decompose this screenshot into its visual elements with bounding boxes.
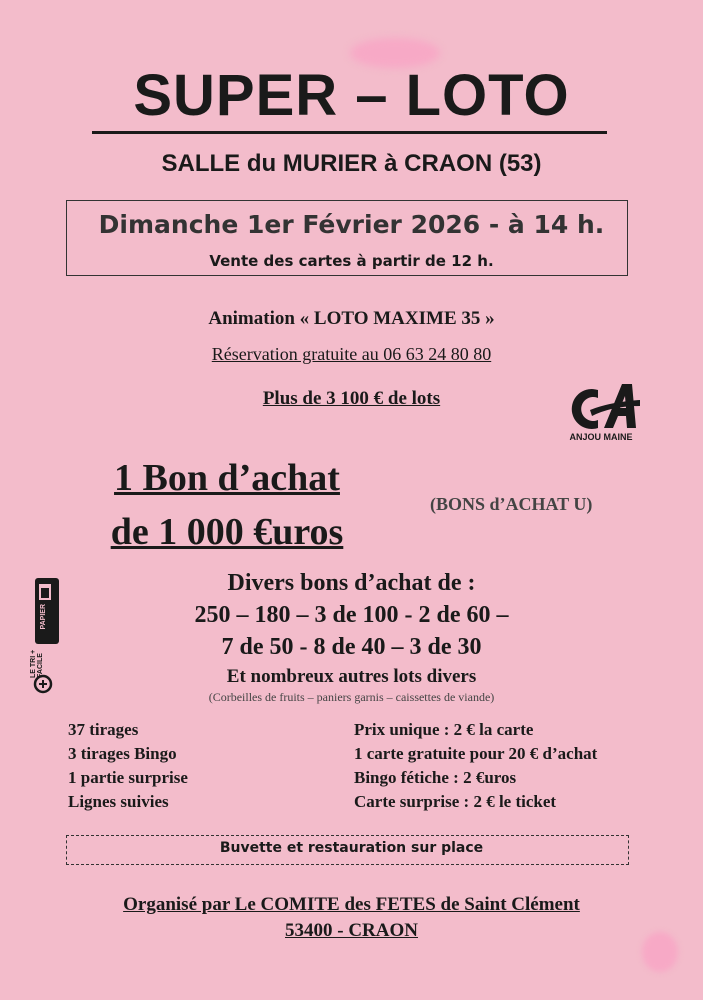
pricing-item: Carte surprise : 2 € le ticket [354, 792, 557, 811]
pricing-item: 1 carte gratuite pour 20 € d’achat [354, 744, 598, 763]
triman-recycling-icon [33, 578, 61, 696]
venue: SALLE du MURIER à CRAON (53) [161, 150, 542, 177]
event-date: Dimanche 1er Février 2026 - à 14 h. [98, 210, 605, 239]
game-info-item: 37 tirages [68, 720, 139, 739]
game-info-item: 3 tirages Bingo [68, 744, 177, 763]
game-info-item: 1 partie surprise [68, 768, 188, 787]
pricing-item: Bingo fétiche : 2 €uros [354, 768, 517, 787]
organizer: Organisé par Le COMITE des FETES de Saint Clément [123, 894, 580, 915]
main-prize-line1: 1 Bon d’achat [114, 457, 340, 499]
card-sales-time: Vente des cartes à partir de 12 h. [209, 252, 494, 270]
recycling-material: PAPIER [40, 604, 47, 630]
buvette: Buvette et restauration sur place [219, 840, 484, 856]
reservation: Réservation gratuite au 06 63 24 80 80 [211, 344, 492, 364]
other-lots: Et nombreux autres lots divers [226, 666, 477, 687]
lot-examples: (Corbeilles de fruits – paniers garnis – caissettes de viande) [208, 690, 495, 704]
pricing-item: Prix unique : 2 € la carte [354, 720, 534, 739]
other-prizes-title: Divers bons d’achat de : [227, 570, 476, 596]
prize-amounts-line1: 250 – 180 – 3 de 100 - 2 de 60 – [194, 602, 509, 628]
pricing-list [354, 718, 597, 814]
title-underline [92, 131, 607, 134]
lots-total: Plus de 3 100 € de lots [262, 388, 441, 409]
main-prize-line2: de 1 000 €uros [110, 511, 344, 553]
poster-title: SUPER – LOTO [133, 63, 570, 128]
sponsor-region: ANJOU MAINE [569, 432, 633, 442]
main-prize-note: (BONS d’ACHAT U) [430, 494, 593, 514]
game-info-item: Lignes suivies [68, 792, 169, 811]
organizer-city: 53400 - CRAON [285, 920, 418, 941]
recycling-label: LE TRI + FACILE [30, 649, 44, 678]
game-info-list [68, 718, 188, 814]
animation: Animation « LOTO MAXIME 35 » [208, 308, 495, 329]
prize-amounts-line2: 7 de 50 - 8 de 40 – 3 de 30 [221, 634, 482, 660]
